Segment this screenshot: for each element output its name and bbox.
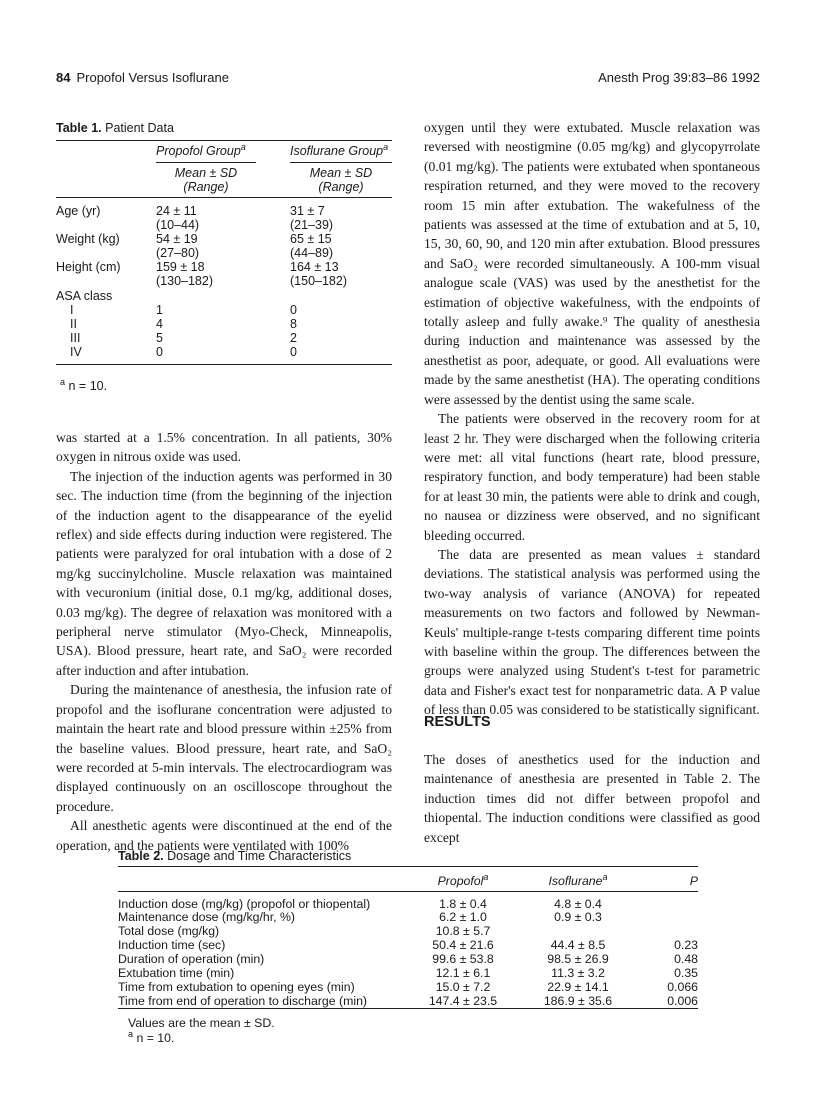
paragraph: All anesthetic agents were discontinued at the end of the operation, and the patients were ventilated with 100% xyxy=(56,818,392,853)
table2-footnote: $^a$ n = 10. xyxy=(128,1028,175,1045)
propofol-value: 24 ± 11 (10–44) xyxy=(156,204,200,233)
paragraph: The doses of anesthetics used for the induction and maintenance of anesthesia are presented in Table 2. The induction times did not differ between propofol and thiopental. The induction conditions were classified as good except xyxy=(424,752,760,845)
table1-caption-text: Patient Data xyxy=(105,121,174,135)
table1: Propofol Group$^a$ Isoflurane Group$^a$ Mean ± SD (Range) Mean ± SD (Range) Age (yr) 24 ± 11 (10–44) 31 ± 7 (21–39) Weight (kg) 54 ± 19 (27–80) 65 ± 15 (44–89) Height (cm) 159 ± 18 (130–182) 164 ± 13 (150–182) ASA class I 1 0 II 4 8 III 5 2 IV 0 0 xyxy=(56,142,392,372)
table2-top-rule xyxy=(118,866,698,867)
left-column-text xyxy=(56,428,392,855)
table1-top-rule xyxy=(56,140,392,141)
table2-header-row xyxy=(118,871,698,891)
table2-row: Extubation time (min) 12.1 ± 6.1 11.3 ± 3.2 0.35 xyxy=(118,966,698,981)
table1-col-isoflurane: Isoflurane Group$^a$ xyxy=(290,141,389,158)
table2-row: Induction dose (mg/kg) (propofol or thiopental) 1.8 ± 0.4 4.8 ± 0.4 xyxy=(118,896,602,911)
table2-note: Values are the mean ± SD. xyxy=(128,1016,275,1030)
table2-col-p: P xyxy=(689,873,698,888)
table1-sub-isoflurane: Mean ± SD (Range) xyxy=(309,166,373,195)
row-label: Age (yr) xyxy=(56,204,101,218)
results-heading: RESULTS xyxy=(424,714,491,730)
propofol-value: 54 ± 19 (27–80) xyxy=(156,232,200,261)
table2-bottom-rule xyxy=(118,1008,698,1009)
table1-col-rule-2 xyxy=(290,162,392,163)
table2-row: Total dose (mg/kg) 10.8 ± 5.7 xyxy=(118,924,491,939)
table1-col-propofol: Propofol Group$^a$ xyxy=(156,141,246,158)
table1-bottom-rule xyxy=(56,364,392,365)
running-title: Propofol Versus Isoflurane xyxy=(76,70,229,85)
table1-col-rule-1 xyxy=(156,162,256,163)
table1-sub-propofol: Mean ± SD (Range) xyxy=(174,166,238,195)
running-header xyxy=(56,70,229,85)
table2-row: Time from end of operation to discharge (min) 147.4 ± 23.5 186.9 ± 35.6 0.006 xyxy=(118,993,698,1008)
table1-footnote: $^a$ n = 10. xyxy=(60,376,108,393)
isoflurane-value: 65 ± 15 (44–89) xyxy=(290,232,334,261)
table2-row: Induction time (sec) 50.4 ± 21.6 44.4 ± 8.5 0.23 xyxy=(118,938,698,953)
table2 xyxy=(118,871,698,1009)
page-number: 84 xyxy=(56,70,71,85)
paragraph: The data are presented as mean values ± standard deviations. The statistical analysis was performed using the two-way analysis of variance (ANOVA) for repeated measurements on two factors and followed by Newman-Keuls' multiple-range t-tests comparing different time points with baseline within the group. The differences between the groups were analyzed using Student's t-test for parametric data and Fisher's exact test for nonparametric data. A P value of less than 0.05 was considered to be statistically significant. xyxy=(424,546,760,718)
results-text xyxy=(424,750,760,847)
table2-caption-text: Dosage and Time Characteristics xyxy=(167,849,352,863)
table1-header-rule xyxy=(56,197,392,198)
table2-caption xyxy=(118,849,351,863)
table1-caption xyxy=(56,121,174,135)
propofol-value: 159 ± 18 (130–182) xyxy=(156,260,213,289)
table2-col-propofol: Propofol$^a$ xyxy=(437,871,489,888)
journal-citation: Anesth Prog 39:83–86 1992 xyxy=(598,70,760,85)
table2-col-isoflurane: Isoflurane$^a$ xyxy=(548,871,608,888)
asa-class-label: ASA class xyxy=(56,289,113,303)
row-label: Height (cm) xyxy=(56,260,121,274)
isoflurane-value: 31 ± 7 (21–39) xyxy=(290,204,334,233)
row-label: Weight (kg) xyxy=(56,232,120,246)
table2-row: Time from extubation to opening eyes (min) 15.0 ± 7.2 22.9 ± 14.1 0.066 xyxy=(118,979,698,994)
table2-label: Table 2. xyxy=(118,849,164,863)
paragraph: oxygen until they were extubated. Muscle relaxation was reversed with neostigmine (0.05 mg/kg) and glycopyrrolate (0.01 mg/kg). The patients were extubated when spontaneous respiration returned, and they were moved to the recovery room 15 min after extubation. The wakefulness of the patients was assessed at the time of extubation and at 5, 10, 15, 30, 60, 90, and 120 min after extubation. Blood pressures and SaO₂ were recorded simultaneously. A 100-mm visual analogue scale (VAS) was used by the anesthetist for the estimation of objective wakefulness, with the endpoints of totally asleep and fully awake.⁹ The quality of anesthesia during induction and maintenance was assessed by the anesthetist as poor, adequate, or good. All evaluations were made by the same anesthetist (HA). The operating conditions were assessed by the dentist using the same scale. xyxy=(424,120,760,407)
paragraph: During the maintenance of anesthesia, the infusion rate of propofol and the isoflurane concentration were adjusted to maintain the heart rate and blood pressure within ±25% from the baseline values. Blood pressure, heart rate, and SaO₂ were recorded at 5-min intervals. The electrocardiogram was displayed continuously on an oscilloscope throughout the procedure. xyxy=(56,682,392,814)
table1-label: Table 1. xyxy=(56,121,102,135)
isoflurane-value: 164 ± 13 (150–182) xyxy=(290,260,347,289)
paragraph: was started at a 1.5% concentration. In all patients, 30% oxygen in nitrous oxide was used. xyxy=(56,430,392,465)
paragraph: The injection of the induction agents was performed in 30 sec. The induction time (from the beginning of the injection of the induction agent to the disappearance of the eyelid reflex) and side effects during induction were registered. The patients were paralyzed for oral intubation with a dose of 2 mg/kg succinylcholine. Muscle relaxation was maintained with vecuronium (initial dose, 0.1 mg/kg, additional doses, 0.03 mg/kg). The degree of relaxation was monitored with a peripheral nerve stimulator (Myo-Check, Minneapolis, USA). Blood pressure, heart rate, and SaO₂ were recorded after induction and after intubation. xyxy=(56,468,392,678)
table2-row: Duration of operation (min) 99.6 ± 53.8 98.5 ± 26.9 0.48 xyxy=(118,952,698,967)
table2-row: Maintenance dose (mg/kg/hr, %) 6.2 ± 1.0 0.9 ± 0.3 xyxy=(118,910,602,925)
right-column-text xyxy=(424,118,760,720)
paragraph: The patients were observed in the recovery room for at least 2 hr. They were discharged when the following criteria were met: all vital functions (heart rate, blood pressure, respiratory function, and body temperature) had been stable for at least 30 min, the patients were able to drink and cough, no nausea or dizziness were observed, and no significant bleeding occurred. xyxy=(424,411,760,543)
